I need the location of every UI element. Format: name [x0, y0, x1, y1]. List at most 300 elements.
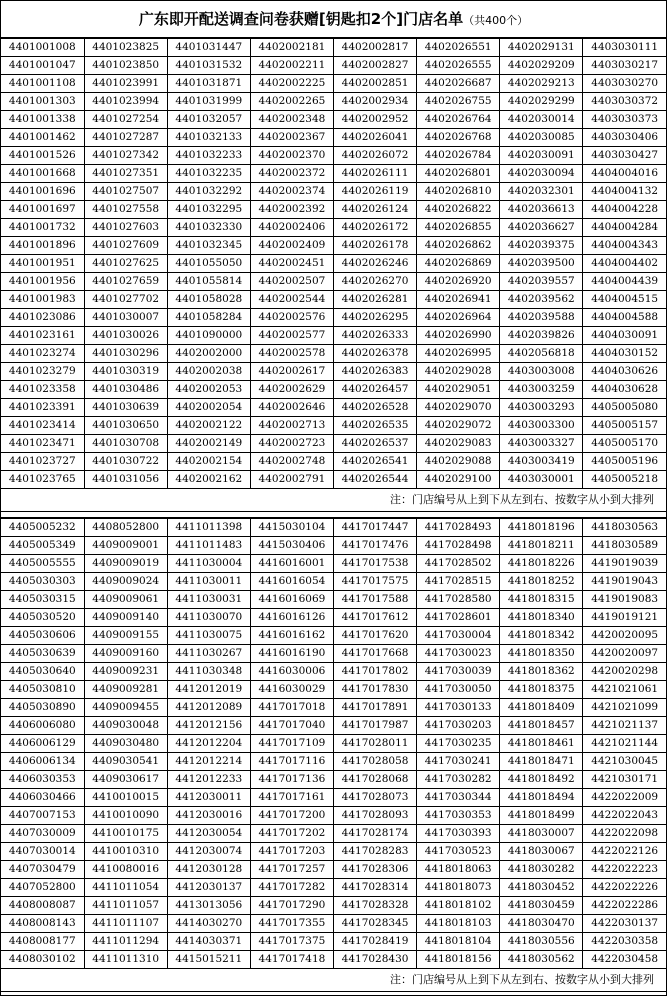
store-id-cell: 4411011107: [84, 915, 167, 933]
store-id-cell: 4401030722: [84, 453, 167, 471]
store-id-cell: 4406006080: [1, 717, 84, 735]
store-id-cell: 4402029213: [500, 75, 583, 93]
store-id-cell: 4403030001: [500, 471, 583, 489]
store-id-cell: 4402002181: [250, 39, 333, 57]
store-id-cell: 4417028515: [417, 573, 500, 591]
store-id-cell: 4411030011: [167, 573, 250, 591]
store-id-cell: 4402026119: [334, 183, 417, 201]
store-id-cell: 4417028058: [334, 753, 417, 771]
store-id-cell: 4402036613: [500, 201, 583, 219]
store-id-cell: 4417017538: [334, 555, 417, 573]
store-id-cell: 4402026801: [417, 165, 500, 183]
store-id-cell: 4410010310: [84, 843, 167, 861]
store-id-cell: 4402002225: [250, 75, 333, 93]
store-id-cell: 4418030282: [500, 861, 583, 879]
store-id-cell: 4412030016: [167, 807, 250, 825]
store-id-cell: 4401032057: [167, 111, 250, 129]
store-id-cell: 4402029299: [500, 93, 583, 111]
store-id-cell: 4412012019: [167, 681, 250, 699]
store-id-cell: 4402026784: [417, 147, 500, 165]
store-id-cell: 4402026383: [334, 363, 417, 381]
store-id-cell: 4401001008: [1, 39, 84, 57]
store-id-cell: 4401030026: [84, 327, 167, 345]
store-id-cell: 4402026172: [334, 219, 417, 237]
store-table-top-body: [1, 39, 666, 489]
store-id-cell: 4417017612: [334, 609, 417, 627]
store-id-cell: 4402002265: [250, 93, 333, 111]
table-row: [1, 273, 666, 291]
store-id-cell: 4417017830: [334, 681, 417, 699]
store-id-cell: 4401032295: [167, 201, 250, 219]
store-id-cell: 4417017620: [334, 627, 417, 645]
store-id-cell: 4402026964: [417, 309, 500, 327]
table-row: [1, 753, 666, 771]
store-id-cell: 4401023414: [1, 417, 84, 435]
table-row: [1, 717, 666, 735]
store-id-cell: 4405030303: [1, 573, 84, 591]
store-id-cell: 4418030589: [583, 537, 666, 555]
store-id-cell: 4401030650: [84, 417, 167, 435]
store-id-cell: 4406006134: [1, 753, 84, 771]
store-id-cell: 4417017802: [334, 663, 417, 681]
store-id-cell: 4417028328: [334, 897, 417, 915]
store-id-cell: 4405030810: [1, 681, 84, 699]
table-row: [1, 825, 666, 843]
store-id-cell: 4404030091: [583, 327, 666, 345]
store-id-cell: 4417028601: [417, 609, 500, 627]
store-id-cell: 4401027342: [84, 147, 167, 165]
store-id-cell: 4409009001: [84, 537, 167, 555]
store-id-cell: 4418018350: [500, 645, 583, 663]
store-id-cell: 4402026246: [334, 255, 417, 273]
table-row: [1, 417, 666, 435]
store-id-cell: 4401001983: [1, 291, 84, 309]
store-id-cell: 4418018103: [417, 915, 500, 933]
table-row: [1, 843, 666, 861]
sort-note-bottom: 注：门店编号从上到下从左到右、按数字从小到大排列: [1, 969, 666, 992]
store-id-cell: 4417017476: [334, 537, 417, 555]
store-id-cell: 4402030014: [500, 111, 583, 129]
store-id-cell: 4401030296: [84, 345, 167, 363]
store-id-cell: 4401001526: [1, 147, 84, 165]
table-row: [1, 951, 666, 969]
store-id-cell: 4412030128: [167, 861, 250, 879]
store-id-cell: 4402030094: [500, 165, 583, 183]
store-id-cell: 4402026457: [334, 381, 417, 399]
store-id-cell: 4409030541: [84, 753, 167, 771]
store-id-cell: 4412012233: [167, 771, 250, 789]
table-row: [1, 435, 666, 453]
store-id-cell: 4411011398: [167, 519, 250, 537]
store-id-cell: 4409009019: [84, 555, 167, 573]
store-id-cell: 4413013056: [167, 897, 250, 915]
store-id-cell: 4402002578: [250, 345, 333, 363]
store-id-cell: 4401023765: [1, 471, 84, 489]
store-id-cell: 4401001697: [1, 201, 84, 219]
store-id-cell: 4409009061: [84, 591, 167, 609]
store-id-cell: 4417017290: [250, 897, 333, 915]
store-id-cell: 4402002577: [250, 327, 333, 345]
store-id-cell: 4407030479: [1, 861, 84, 879]
store-id-cell: 4401032330: [167, 219, 250, 237]
store-id-cell: 4401027507: [84, 183, 167, 201]
table-row: [1, 453, 666, 471]
store-id-cell: 4401055814: [167, 273, 250, 291]
store-id-cell: 4402026855: [417, 219, 500, 237]
store-id-cell: 4411030075: [167, 627, 250, 645]
store-id-cell: 4402030091: [500, 147, 583, 165]
store-id-cell: 4411011057: [84, 897, 167, 915]
store-id-cell: 4407030009: [1, 825, 84, 843]
store-id-cell: 4404004515: [583, 291, 666, 309]
table-row: [1, 915, 666, 933]
table-row: [1, 591, 666, 609]
store-id-cell: 4417030133: [417, 699, 500, 717]
store-id-cell: 4402002723: [250, 435, 333, 453]
store-id-cell: 4402026551: [417, 39, 500, 57]
store-id-cell: 4408030102: [1, 951, 84, 969]
table-row: [1, 345, 666, 363]
store-id-cell: 4402002211: [250, 57, 333, 75]
store-id-cell: 4405030315: [1, 591, 84, 609]
store-id-cell: 4416016069: [250, 591, 333, 609]
store-id-cell: 4401032133: [167, 129, 250, 147]
table-row: [1, 681, 666, 699]
store-id-cell: 4404004132: [583, 183, 666, 201]
store-id-cell: 4417017668: [334, 645, 417, 663]
store-id-cell: 4416016054: [250, 573, 333, 591]
store-id-cell: 4401023391: [1, 399, 84, 417]
store-id-cell: 4402026178: [334, 237, 417, 255]
store-id-cell: 4404004439: [583, 273, 666, 291]
store-id-cell: 4401001047: [1, 57, 84, 75]
store-id-cell: 4402026941: [417, 291, 500, 309]
store-id-cell: 4418018342: [500, 627, 583, 645]
store-id-cell: 4405005349: [1, 537, 84, 555]
store-id-cell: 4401027702: [84, 291, 167, 309]
store-id-cell: 4417028493: [417, 519, 500, 537]
store-id-cell: 4402026537: [334, 435, 417, 453]
store-id-cell: 4417017116: [250, 753, 333, 771]
store-id-cell: 4405005157: [583, 417, 666, 435]
store-id-cell: 4407007153: [1, 807, 84, 825]
store-id-cell: 4402002451: [250, 255, 333, 273]
store-id-cell: 4401031999: [167, 93, 250, 111]
store-id-cell: 4411011483: [167, 537, 250, 555]
store-id-cell: 4418018073: [417, 879, 500, 897]
store-id-cell: 4417017018: [250, 699, 333, 717]
store-id-cell: 4417028283: [334, 843, 417, 861]
store-id-cell: 4402039826: [500, 327, 583, 345]
store-id-cell: 4402026535: [334, 417, 417, 435]
store-id-cell: 4402002406: [250, 219, 333, 237]
store-id-cell: 4401032292: [167, 183, 250, 201]
store-id-cell: 4402026281: [334, 291, 417, 309]
store-id-cell: 4404004228: [583, 201, 666, 219]
store-id-cell: 4403003327: [500, 435, 583, 453]
store-id-cell: 4402002053: [167, 381, 250, 399]
store-id-cell: 4417017987: [334, 717, 417, 735]
store-id-cell: 4409009455: [84, 699, 167, 717]
table-row: [1, 771, 666, 789]
store-id-cell: 4404030152: [583, 345, 666, 363]
store-id-cell: 4417028073: [334, 789, 417, 807]
store-id-cell: 4421030045: [583, 753, 666, 771]
store-id-cell: 4406030466: [1, 789, 84, 807]
store-id-cell: 4402029100: [417, 471, 500, 489]
store-id-cell: 4418018494: [500, 789, 583, 807]
store-id-cell: 4409009231: [84, 663, 167, 681]
store-id-cell: 4416030006: [250, 663, 333, 681]
store-id-cell: 4402026378: [334, 345, 417, 363]
store-id-cell: 4402039562: [500, 291, 583, 309]
store-id-cell: 4417028430: [334, 951, 417, 969]
store-id-cell: 4402029131: [500, 39, 583, 57]
store-id-cell: 4402026111: [334, 165, 417, 183]
table-row: [1, 645, 666, 663]
store-id-cell: 4401031447: [167, 39, 250, 57]
table-row: [1, 39, 666, 57]
store-id-cell: 4411011310: [84, 951, 167, 969]
store-id-cell: 4401001108: [1, 75, 84, 93]
store-id-cell: 4401030007: [84, 309, 167, 327]
store-id-cell: 4417028580: [417, 591, 500, 609]
store-id-cell: 4410010175: [84, 825, 167, 843]
store-id-cell: 4412012156: [167, 717, 250, 735]
table-row: [1, 57, 666, 75]
store-id-cell: 4402026270: [334, 273, 417, 291]
store-id-cell: 4401001462: [1, 129, 84, 147]
store-id-cell: 4419019083: [583, 591, 666, 609]
store-id-cell: 4402026687: [417, 75, 500, 93]
store-table-bottom-body: [1, 519, 666, 969]
store-id-cell: 4418018226: [500, 555, 583, 573]
store-id-cell: 4418030556: [500, 933, 583, 951]
store-id-cell: 4401031056: [84, 471, 167, 489]
store-id-cell: 4417030241: [417, 753, 500, 771]
table-row: [1, 93, 666, 111]
store-id-cell: 4417030523: [417, 843, 500, 861]
store-id-cell: 4402026555: [417, 57, 500, 75]
store-id-cell: 4417030039: [417, 663, 500, 681]
store-id-cell: 4405030890: [1, 699, 84, 717]
store-id-cell: 4402026541: [334, 453, 417, 471]
store-id-cell: 4408008087: [1, 897, 84, 915]
store-id-cell: 4422022286: [583, 897, 666, 915]
store-id-cell: 4422030137: [583, 915, 666, 933]
store-id-cell: 4421021144: [583, 735, 666, 753]
store-id-cell: 4417028011: [334, 735, 417, 753]
store-id-cell: 4401027659: [84, 273, 167, 291]
store-id-cell: 4403030270: [583, 75, 666, 93]
store-id-cell: 4418018196: [500, 519, 583, 537]
store-id-cell: 4402026072: [334, 147, 417, 165]
store-id-cell: 4401001951: [1, 255, 84, 273]
store-id-cell: 4406030353: [1, 771, 84, 789]
store-id-cell: 4417017109: [250, 735, 333, 753]
store-id-cell: 4402002817: [334, 39, 417, 57]
store-id-cell: 4401001338: [1, 111, 84, 129]
store-id-cell: 4417030004: [417, 627, 500, 645]
store-id-cell: 4416030029: [250, 681, 333, 699]
store-id-cell: 4417030023: [417, 645, 500, 663]
table-row: [1, 789, 666, 807]
store-id-cell: 4401032233: [167, 147, 250, 165]
store-id-cell: 4411011294: [84, 933, 167, 951]
store-id-cell: 4402002409: [250, 237, 333, 255]
store-id-cell: 4417030393: [417, 825, 500, 843]
store-id-cell: 4402029088: [417, 453, 500, 471]
store-id-cell: 4405030520: [1, 609, 84, 627]
store-id-cell: 4403003293: [500, 399, 583, 417]
store-id-cell: 4402002952: [334, 111, 417, 129]
store-id-cell: 4418018471: [500, 753, 583, 771]
store-id-cell: 4418030563: [583, 519, 666, 537]
store-id-cell: 4401058028: [167, 291, 250, 309]
store-id-cell: 4401001896: [1, 237, 84, 255]
store-id-cell: 4401023727: [1, 453, 84, 471]
store-id-cell: 4422022226: [583, 879, 666, 897]
store-id-cell: 4401090000: [167, 327, 250, 345]
store-id-cell: 4405005196: [583, 453, 666, 471]
store-id-cell: 4411030070: [167, 609, 250, 627]
table-row: [1, 807, 666, 825]
store-id-cell: 4401023991: [84, 75, 167, 93]
table-row: [1, 291, 666, 309]
store-id-cell: 4412030074: [167, 843, 250, 861]
table-row: [1, 75, 666, 93]
table-row: [1, 699, 666, 717]
store-id-cell: 4407052800: [1, 879, 84, 897]
table-row: [1, 399, 666, 417]
store-id-cell: 4418018252: [500, 573, 583, 591]
store-id-cell: 4417017891: [334, 699, 417, 717]
store-id-cell: 4401027558: [84, 201, 167, 219]
store-id-cell: 4402002374: [250, 183, 333, 201]
store-id-cell: 4418018499: [500, 807, 583, 825]
store-id-cell: 4418018104: [417, 933, 500, 951]
store-id-cell: 4401027609: [84, 237, 167, 255]
store-id-cell: 4407030014: [1, 843, 84, 861]
store-id-cell: 4417028068: [334, 771, 417, 789]
store-id-cell: 4418018492: [500, 771, 583, 789]
table-row: [1, 573, 666, 591]
table-row: [1, 381, 666, 399]
table-row: [1, 363, 666, 381]
table-row: [1, 537, 666, 555]
page-title: [1, 1, 666, 38]
store-id-cell: 4402029051: [417, 381, 500, 399]
store-id-cell: 4401001303: [1, 93, 84, 111]
store-id-cell: 4403003419: [500, 453, 583, 471]
table-row: [1, 129, 666, 147]
store-id-cell: 4405005080: [583, 399, 666, 417]
store-id-cell: 4410010015: [84, 789, 167, 807]
store-id-cell: 4414030371: [167, 933, 250, 951]
store-id-cell: 4401001668: [1, 165, 84, 183]
table-row: [1, 519, 666, 537]
store-id-cell: 4402002367: [250, 129, 333, 147]
store-id-cell: 4417030050: [417, 681, 500, 699]
store-id-cell: 4401027351: [84, 165, 167, 183]
store-id-cell: 4417017355: [250, 915, 333, 933]
store-id-cell: 4403030373: [583, 111, 666, 129]
store-id-cell: 4418018409: [500, 699, 583, 717]
store-id-cell: 4403003259: [500, 381, 583, 399]
store-id-cell: 4417030353: [417, 807, 500, 825]
store-id-cell: 4406006129: [1, 735, 84, 753]
store-id-cell: 4409009281: [84, 681, 167, 699]
store-id-cell: 4418030459: [500, 897, 583, 915]
store-id-cell: 4404004402: [583, 255, 666, 273]
table-row: [1, 147, 666, 165]
store-id-cell: 4409030048: [84, 717, 167, 735]
store-id-cell: 4402026755: [417, 93, 500, 111]
store-id-cell: 4417017202: [250, 825, 333, 843]
store-id-cell: 4417028498: [417, 537, 500, 555]
store-id-cell: 4417017040: [250, 717, 333, 735]
store-id-cell: 4418018461: [500, 735, 583, 753]
store-id-cell: 4403030217: [583, 57, 666, 75]
store-id-cell: 4402002392: [250, 201, 333, 219]
store-id-cell: 4417028174: [334, 825, 417, 843]
store-id-cell: 4417017200: [250, 807, 333, 825]
table-row: [1, 933, 666, 951]
store-id-cell: 4415030104: [250, 519, 333, 537]
table-row: [1, 255, 666, 273]
store-id-cell: 4402026862: [417, 237, 500, 255]
store-id-cell: 4417030203: [417, 717, 500, 735]
store-id-cell: 4409009160: [84, 645, 167, 663]
store-id-cell: 4401027625: [84, 255, 167, 273]
store-id-cell: 4411011054: [84, 879, 167, 897]
store-id-cell: 4402036627: [500, 219, 583, 237]
store-id-cell: 4417017575: [334, 573, 417, 591]
store-id-cell: 4402039375: [500, 237, 583, 255]
store-id-cell: 4404004343: [583, 237, 666, 255]
store-id-cell: 4412012214: [167, 753, 250, 771]
table-row: [1, 183, 666, 201]
store-id-cell: 4403030111: [583, 39, 666, 57]
store-id-cell: 4402002617: [250, 363, 333, 381]
store-id-cell: 4401023825: [84, 39, 167, 57]
store-id-cell: 4409030480: [84, 735, 167, 753]
store-id-cell: 4402026822: [417, 201, 500, 219]
store-id-cell: 4402002713: [250, 417, 333, 435]
store-id-cell: 4404030626: [583, 363, 666, 381]
store-id-cell: 4422022043: [583, 807, 666, 825]
store-id-cell: 4422022126: [583, 843, 666, 861]
store-id-cell: 4410080016: [84, 861, 167, 879]
store-id-cell: 4419019121: [583, 609, 666, 627]
store-id-cell: 4402002154: [167, 453, 250, 471]
table-row: [1, 201, 666, 219]
store-id-cell: 4417017447: [334, 519, 417, 537]
store-id-cell: 4402026810: [417, 183, 500, 201]
store-id-cell: 4401027287: [84, 129, 167, 147]
store-id-cell: 4402026990: [417, 327, 500, 345]
store-id-cell: 4402029070: [417, 399, 500, 417]
store-id-cell: 4421021137: [583, 717, 666, 735]
store-id-cell: 4409030617: [84, 771, 167, 789]
store-id-cell: 4417017203: [250, 843, 333, 861]
store-id-cell: 4417028093: [334, 807, 417, 825]
store-id-cell: 4418030470: [500, 915, 583, 933]
store-id-cell: 4412030137: [167, 879, 250, 897]
store-id-cell: 4402002038: [167, 363, 250, 381]
store-id-cell: 4417028419: [334, 933, 417, 951]
table-row: [1, 627, 666, 645]
